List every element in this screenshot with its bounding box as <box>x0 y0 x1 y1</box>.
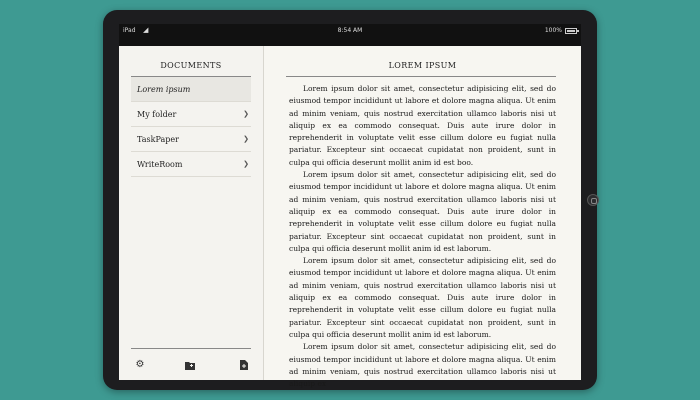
home-button[interactable] <box>587 194 599 206</box>
list-item-lorem-ipsum[interactable] <box>131 77 251 102</box>
battery-percent: 100% <box>544 27 562 34</box>
documents-sidebar <box>119 46 264 380</box>
list-item-my-folder[interactable] <box>131 102 251 127</box>
gear-icon[interactable]: ⚙ <box>135 359 145 370</box>
battery-icon <box>565 28 577 34</box>
document-view <box>264 46 581 389</box>
paragraph: Lorem ipsum dolor sit amet, consectetur adipisicing elit, sed do eiusmod tempor incididunt ut labore et dolore magna aliqua. Ut enim ad minim veniam, quis nostrud exercitation ullamco laboris nisi ut aliquip ex ea commodo consequat. Duis aute irure dolor in reprehenderit in voluptate velit esse cillum dolore eu fugiat nulla pariatur. Excepteur sint occaecat cupidatat non proident, sunt in culpa qui officia deserunt mollit anim id est laborum. <box>289 170 556 253</box>
ipad-device <box>103 10 597 390</box>
paragraph: Lorem ipsum dolor sit amet, consectetur adipisicing elit, sed do eiusmod tempor incididunt ut labore et dolore magna aliqua. Ut enim ad minim veniam, quis nostrud exercitation ullamco laboris nisi ut aliquip ex <box>289 342 556 389</box>
paragraph: Lorem ipsum dolor sit amet, consectetur adipisicing elit, sed do eiusmod tempor incididunt ut labore et dolore magna aliqua. Ut enim ad minim veniam, quis nostrud exercitation ullamco laboris nisi ut aliquip ex ea commodo consequat. Duis aute irure dolor in reprehenderit in voluptate velit esse cillum dolore eu fugiat nulla pariatur. Excepteur sint occaecat cupidatat non proident, sunt in culpa qui officia deserunt mollit anim id est laborum. <box>289 256 556 339</box>
wifi-icon: ◢ <box>143 26 149 34</box>
battery-indicator <box>545 27 577 34</box>
paragraph: Lorem ipsum dolor sit amet, consectetur adipisicing elit, sed do eiusmod tempor incididunt ut labore et dolore magna aliqua. Ut enim ad minim veniam, quis nostrud exercitation ullamco laboris nisi ut aliquip ex ea commodo consequat. Duis aute irure dolor in reprehenderit in voluptate velit esse cillum dolore eu fugiat nulla pariatur. Excepteur sint occaecat cupidatat non proident, sunt in culpa qui officia deserunt mollit anim id est boo. <box>289 84 556 167</box>
new-document-icon[interactable] <box>237 358 251 372</box>
page-title: LOREM IPSUM <box>388 61 457 70</box>
document-text[interactable] <box>289 83 556 390</box>
document-list <box>131 77 251 177</box>
list-item-label: TaskPaper <box>137 135 179 144</box>
list-item-writeroom[interactable] <box>131 152 251 177</box>
list-item-label: WriteRoom <box>137 160 183 169</box>
clock: 8:54 AM <box>337 27 363 34</box>
divider <box>286 76 556 77</box>
status-bar <box>119 24 581 46</box>
list-item-label: My folder <box>137 110 177 119</box>
list-item-taskpaper[interactable] <box>131 127 251 152</box>
divider <box>131 348 251 349</box>
chevron-right-icon: ❯ <box>243 160 249 168</box>
chevron-right-icon: ❯ <box>243 110 249 118</box>
sidebar-toolbar <box>131 358 251 372</box>
sidebar-title: DOCUMENTS <box>160 61 222 70</box>
new-folder-icon[interactable] <box>183 358 197 372</box>
carrier-label: iPad <box>123 27 136 34</box>
list-item-label: Lorem ipsum <box>137 85 191 94</box>
screen <box>119 24 581 389</box>
chevron-right-icon: ❯ <box>243 135 249 143</box>
